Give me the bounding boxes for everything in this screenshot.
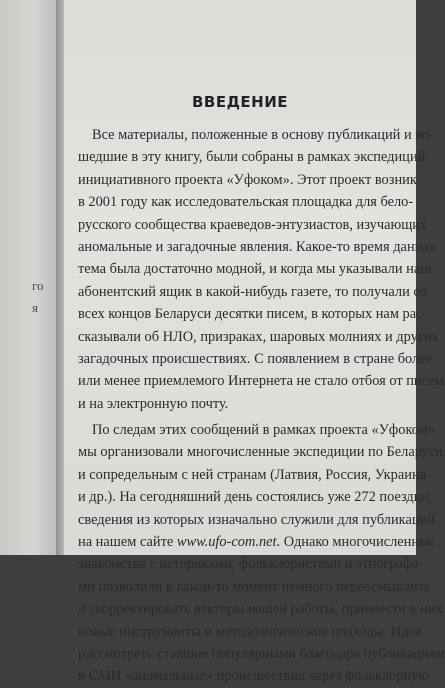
text-line: на нашем сайте www.ufo-com.net. Однако многочисленные: [78, 534, 436, 551]
paragraph: [78, 124, 444, 415]
text-line: и сопредельным с ней странам (Латвия, Россия, Украина: [78, 466, 427, 483]
text-line: и др.). На сегодняшний день состоялись уже 272 поездки,: [78, 489, 433, 506]
text-line: мы организовали многочисленные экспедиции по Беларуси: [78, 444, 443, 461]
text-line: русского сообщества краеведов-энтузиастов, изучающих: [78, 216, 428, 233]
text-line: тема была достаточно модной, и когда мы указывали наш: [78, 261, 432, 278]
text-line: сказывали об НЛО, призраках, шаровых молниях и других: [78, 328, 439, 345]
text-line: рассмотреть ставшие популярными благодаря публикациям: [78, 645, 445, 662]
text-line: и скорректировать векторы нашей работы, привнести в них: [78, 601, 443, 618]
text-line: Все материалы, положенные в основу публикаций и во-: [92, 127, 434, 143]
text-line: шедшие в эту книгу, были собраны в рамках экспедиций: [78, 149, 426, 166]
text-line: знакомства с историками, фольклористами и этнографа-: [78, 556, 424, 573]
paragraph: [78, 419, 445, 688]
left-page-fragment: го: [32, 278, 44, 293]
text-line: и на электронную почту.: [78, 395, 229, 412]
left-page-edge: [0, 0, 56, 555]
text-line: в СМИ «аномальные» происшествия через фольклорную: [78, 668, 430, 685]
text-line: инициативного проекта «Уфоком». Этот проект возник: [78, 171, 417, 188]
text-line: в 2001 году как исследовательская площадка для бело-: [78, 194, 414, 211]
text-line: загадочных происшествиях. С появлением в стране более: [78, 350, 432, 367]
body-text: [78, 124, 445, 688]
text-line: сведения из которых изначально служили для публикаций: [78, 511, 435, 528]
website-url: www.ufo-com.net: [176, 534, 277, 551]
chapter-heading: ВВЕДЕНИЕ: [191, 93, 289, 111]
text-line: ми позволили в какой-то момент немного переосмыслить: [78, 578, 431, 595]
text-line: или менее приемлемого Интернета не стало отбоя от писем: [78, 373, 444, 390]
text-line: новые инструменты и методологические подходы. Идея: [78, 623, 422, 640]
text-line: По следам этих сообщений в рамках проекта «Уфоком»: [92, 422, 435, 439]
book-gutter: [56, 0, 64, 555]
text-line: всех концов Беларуси десятки писем, в которых нам рас-: [78, 306, 428, 323]
book-page: [64, 0, 445, 685]
text-line: аномальные и загадочные явления. Какое-то время данная: [78, 238, 436, 255]
text-line: абонентский ящик в какой-нибудь газете, то получали со: [78, 283, 427, 300]
left-page-fragment: я: [32, 300, 38, 315]
